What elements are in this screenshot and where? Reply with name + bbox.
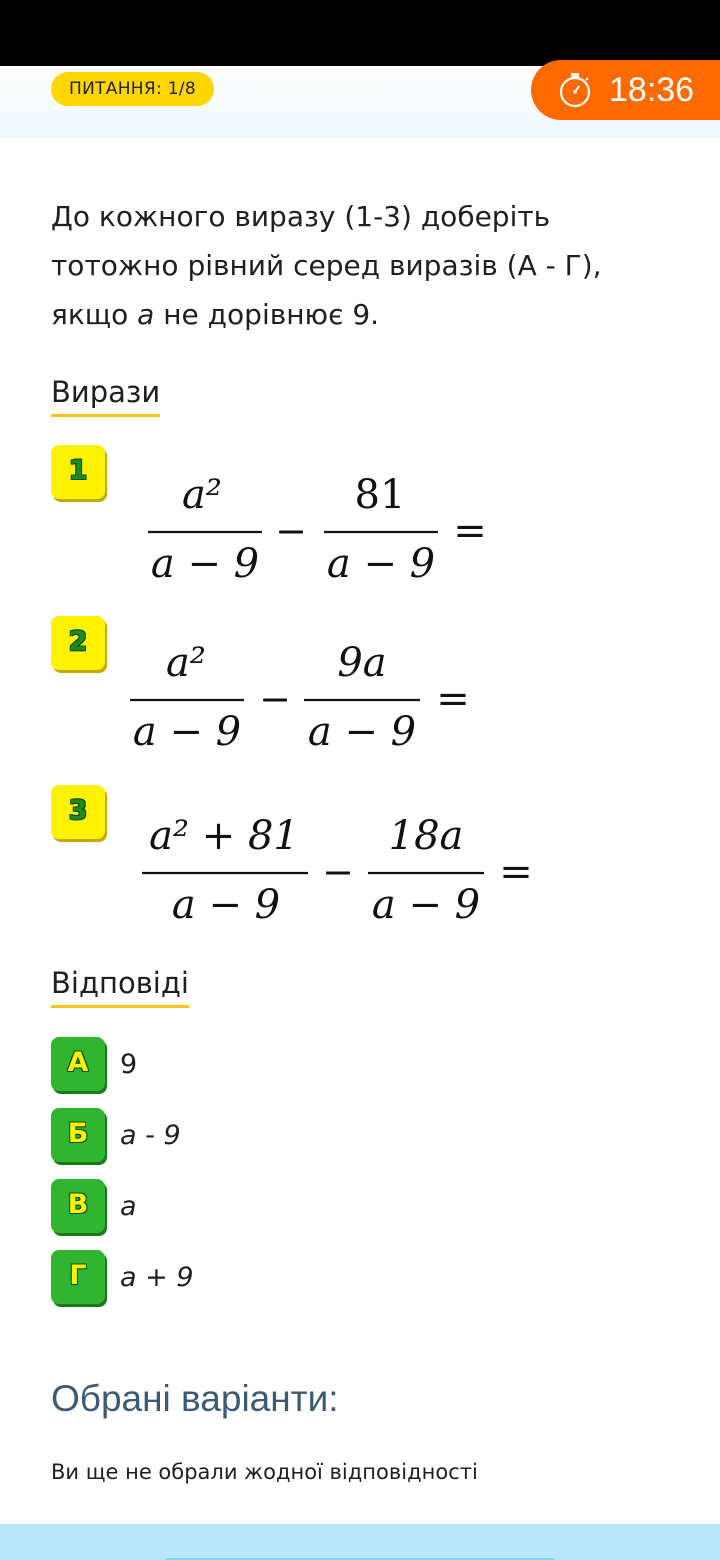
- answer-letter-a[interactable]: А: [51, 1037, 105, 1091]
- svg-text:−: −: [322, 850, 354, 894]
- timer-badge: [531, 60, 720, 120]
- svg-text:a² + 81: a² + 81: [149, 813, 299, 859]
- answer-value-g[interactable]: a + 9: [120, 1262, 194, 1293]
- answer-value-a[interactable]: 9: [120, 1049, 138, 1080]
- answers-section-title: Відповіді: [51, 965, 189, 1008]
- svg-text:a − 9: a − 9: [371, 882, 481, 928]
- chosen-options-empty-text: Ви ще не обрали жодної відповідності: [51, 1460, 478, 1484]
- stopwatch-icon: [557, 71, 593, 109]
- expression-1[interactable]: [140, 462, 500, 596]
- expressions-section-title: Вирази: [51, 374, 160, 417]
- svg-text:a − 9: a − 9: [307, 709, 417, 755]
- answer-value-b[interactable]: a - 9: [120, 1120, 181, 1151]
- svg-text:a − 9: a − 9: [150, 541, 260, 587]
- expression-number-2[interactable]: 2: [51, 616, 105, 670]
- svg-text:81: 81: [354, 472, 406, 518]
- answer-letter-b[interactable]: Б: [51, 1108, 105, 1162]
- expression-2[interactable]: [124, 630, 484, 764]
- question-counter-badge: ПИТАННЯ: 1/8: [51, 72, 214, 106]
- question-text: До кожного виразу (1-3) доберіть тотожно рівний серед виразів (А - Г), якщо a не дорівнює 9.: [51, 200, 602, 331]
- svg-text:−: −: [275, 509, 307, 553]
- svg-text:18a: 18a: [388, 813, 464, 859]
- expression-3[interactable]: [138, 803, 558, 937]
- svg-text:a − 9: a − 9: [326, 541, 436, 587]
- answer-letter-v[interactable]: В: [51, 1179, 105, 1233]
- svg-text:9a: 9a: [337, 640, 387, 686]
- chosen-options-title: Обрані варіанти:: [51, 1378, 339, 1419]
- svg-text:a − 9: a − 9: [132, 709, 242, 755]
- expression-number-3[interactable]: 3: [51, 785, 105, 839]
- svg-text:=: =: [499, 849, 533, 895]
- svg-text:a − 9: a − 9: [171, 882, 281, 928]
- status-bar: [0, 0, 720, 66]
- svg-text:=: =: [436, 676, 470, 722]
- svg-text:a²: a²: [182, 472, 222, 518]
- quiz-header: [0, 66, 720, 138]
- expression-number-1[interactable]: 1: [51, 445, 105, 499]
- svg-text:=: =: [453, 508, 487, 554]
- variable-a: a: [137, 298, 155, 331]
- svg-text:a²: a²: [166, 640, 206, 686]
- timer-text: 18:36: [609, 71, 695, 109]
- svg-text:−: −: [259, 677, 291, 721]
- bottom-action-bar: [0, 1524, 720, 1560]
- answer-value-v[interactable]: a: [120, 1191, 137, 1222]
- answer-letter-g[interactable]: Г: [51, 1250, 105, 1304]
